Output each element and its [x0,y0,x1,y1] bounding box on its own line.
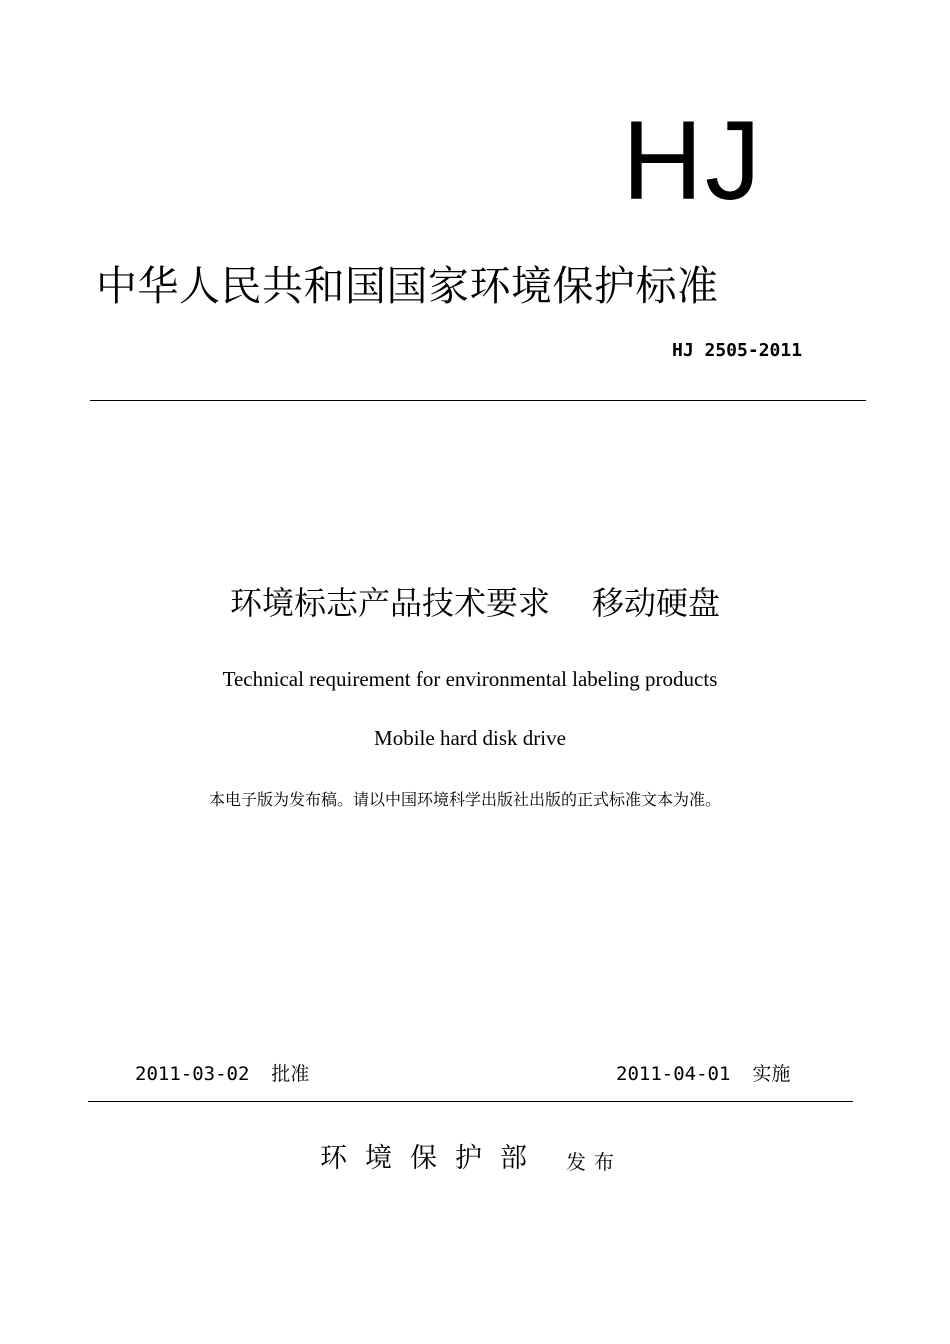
document-title-english: Technical requirement for environmental labeling products [222,667,718,691]
document-title-main: 环境标志产品技术要求 [229,584,550,622]
implementation-label: 实施 [752,1063,791,1085]
issuing-authority: 环境保护部 [320,1143,545,1174]
approval-date-block [135,1063,309,1086]
edition-notice: 本电子版为发布稿。请以中国环境科学出版社出版的正式标准文本为准。 [208,790,721,809]
top-divider [90,400,866,401]
bottom-divider [88,1101,853,1102]
approval-label: 批准 [271,1063,310,1085]
document-title-chinese [0,584,950,622]
implementation-date: 2011-04-01 [616,1063,731,1085]
document-subtitle-english: Mobile hard disk drive [374,726,566,750]
document-title-subject: 移动硬盘 [592,584,721,622]
implementation-date-block [616,1063,790,1086]
publish-label: 发布 [566,1150,622,1174]
hj-standard-logo: HJ [622,98,763,223]
approval-date: 2011-03-02 [135,1063,250,1085]
standard-type-heading: 中华人民共和国国家环境保护标准 [96,262,719,310]
standard-code: HJ 2505-2011 [672,340,803,361]
